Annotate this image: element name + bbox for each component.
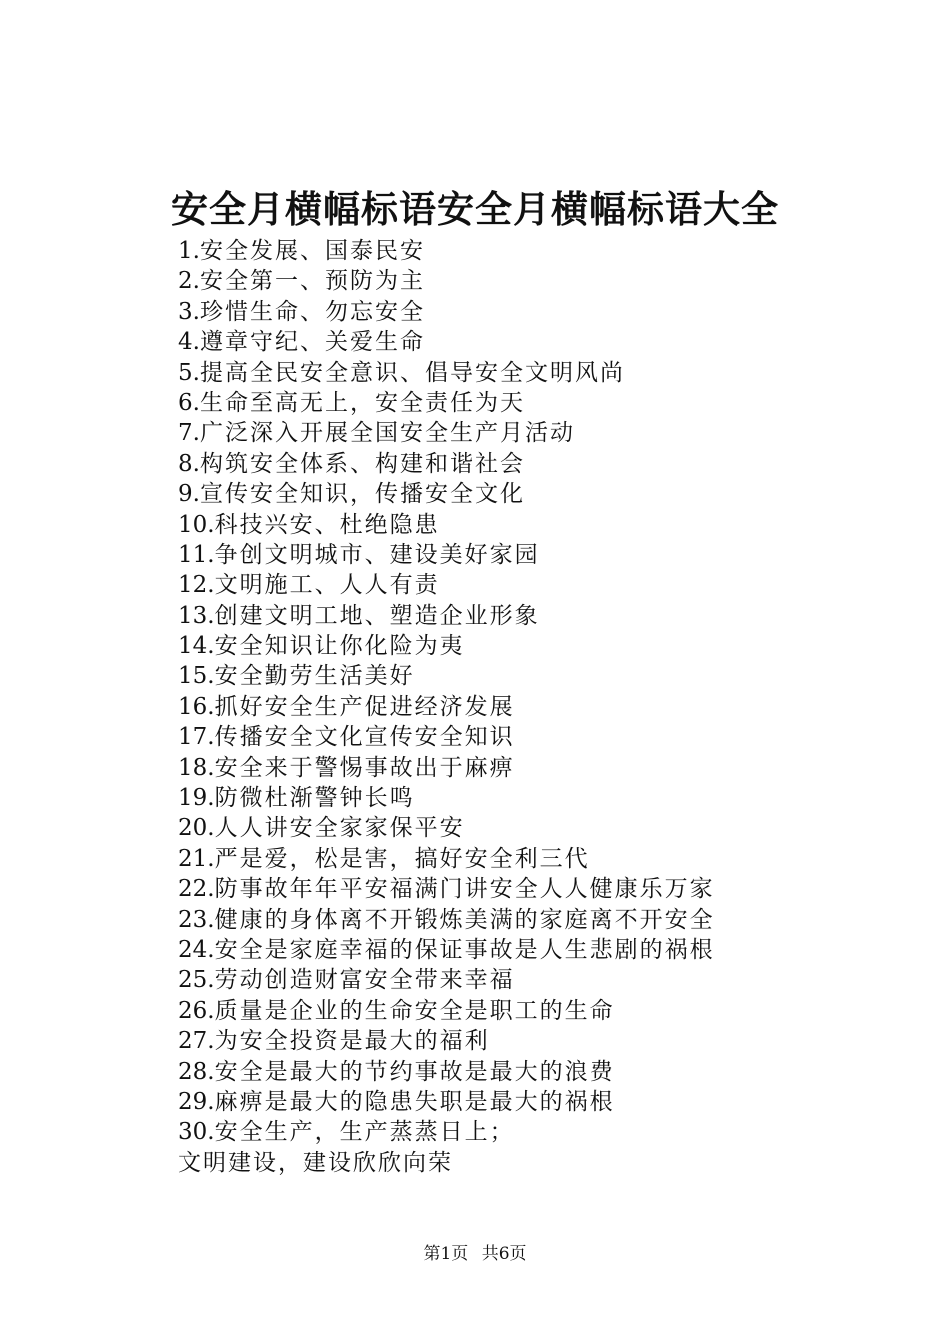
- slogan-item: [178, 570, 715, 600]
- slogan-text: 为安全投资是最大的福利: [214, 1028, 490, 1055]
- slogan-number: 21.: [178, 845, 215, 872]
- slogan-number: 5.: [178, 359, 200, 386]
- page-number: 第1页: [423, 1244, 469, 1264]
- slogan-item: [178, 601, 715, 631]
- slogan-list: [178, 236, 715, 1178]
- slogan-item: [178, 692, 715, 722]
- slogan-item: [178, 965, 715, 995]
- slogan-number: 12.: [178, 572, 215, 599]
- slogan-number: 30.: [178, 1119, 215, 1146]
- slogan-text: 文明施工、人人有责: [214, 572, 440, 599]
- slogan-item: [178, 479, 715, 509]
- slogan-item: [178, 783, 715, 813]
- slogan-text: 传播安全文化宣传安全知识: [214, 724, 515, 751]
- slogan-text: 生命至高无上，安全责任为天: [199, 389, 525, 416]
- slogan-item: [178, 358, 715, 388]
- slogan-item: [178, 905, 715, 935]
- slogan-number: 20.: [178, 815, 215, 842]
- slogan-item: [178, 996, 715, 1026]
- slogan-item: [178, 661, 715, 691]
- slogan-text: 安全知识让你化险为夷: [214, 633, 465, 660]
- slogan-item: [178, 327, 715, 357]
- slogan-text: 劳动创造财富安全带来幸福: [214, 967, 515, 994]
- slogan-text: 安全生产，生产蒸蒸日上；: [214, 1119, 515, 1146]
- slogan-text: 遵章守纪、关爱生命: [199, 329, 425, 356]
- slogan-text: 麻痹是最大的隐患失职是最大的祸根: [214, 1088, 615, 1115]
- slogan-text: 争创文明城市、建设美好家园: [214, 541, 540, 568]
- slogan-text: 宣传安全知识，传播安全文化: [199, 481, 525, 508]
- slogan-number: 13.: [178, 602, 215, 629]
- slogan-number: 2.: [178, 268, 200, 295]
- slogan-item: [178, 1117, 715, 1147]
- slogan-number: 25.: [178, 967, 215, 994]
- slogan-number: 29.: [178, 1088, 215, 1115]
- slogan-number: 11.: [178, 541, 215, 568]
- page-total: 共6页: [481, 1244, 527, 1264]
- slogan-text: 抓好安全生产促进经济发展: [214, 693, 515, 720]
- slogan-text: 严是爱，松是害，搞好安全利三代: [214, 845, 590, 872]
- slogan-number: 17.: [178, 724, 215, 751]
- slogan-text: 安全来于警惕事故出于麻痹: [214, 754, 515, 781]
- slogan-text: 安全第一、预防为主: [199, 268, 425, 295]
- slogan-number: 22.: [178, 876, 215, 903]
- slogan-text: 安全发展、国泰民安: [199, 238, 425, 264]
- slogan-item: [178, 935, 715, 965]
- slogan-item: [178, 722, 715, 752]
- slogan-item: [178, 1087, 715, 1117]
- slogan-text: 安全是最大的节约事故是最大的浪费: [214, 1058, 615, 1085]
- slogan-item: [178, 631, 715, 661]
- slogan-number: 16.: [178, 693, 215, 720]
- slogan-text: 健康的身体离不开锻炼美满的家庭离不开安全: [214, 906, 715, 933]
- slogan-number: 23.: [178, 906, 215, 933]
- slogan-text: 珍惜生命、勿忘安全: [199, 298, 425, 325]
- page-title: 安全月横幅标语安全月横幅标语大全: [171, 187, 779, 231]
- slogan-number: 28.: [178, 1058, 215, 1085]
- slogan-text: 构筑安全体系、构建和谐社会: [199, 450, 525, 477]
- slogan-item: [178, 388, 715, 418]
- slogan-number: 24.: [178, 936, 215, 963]
- slogan-item: [178, 510, 715, 540]
- slogan-text: 安全是家庭幸福的保证事故是人生悲剧的祸根: [214, 936, 715, 963]
- page-footer: [0, 1242, 950, 1266]
- slogan-item: [178, 813, 715, 843]
- slogan-item: [178, 753, 715, 783]
- slogan-number: 9.: [178, 481, 200, 508]
- slogan-text: 文明建设，建设欣欣向荣: [178, 1149, 453, 1176]
- slogan-text: 防微杜渐警钟长鸣: [214, 785, 415, 812]
- slogan-text: 科技兴安、杜绝隐患: [214, 511, 440, 538]
- slogan-item: [178, 844, 715, 874]
- slogan-number: 4.: [178, 329, 200, 356]
- slogan-text: 质量是企业的生命安全是职工的生命: [214, 997, 615, 1024]
- slogan-item: [178, 540, 715, 570]
- slogan-item: [178, 874, 715, 904]
- slogan-number: 1.: [178, 238, 200, 264]
- slogan-item: [178, 449, 715, 479]
- slogan-number: 27.: [178, 1028, 215, 1055]
- slogan-item: [178, 1148, 715, 1178]
- slogan-number: 3.: [178, 298, 200, 325]
- slogan-number: 10.: [178, 511, 215, 538]
- slogan-item: [178, 236, 715, 266]
- slogan-text: 防事故年年平安福满门讲安全人人健康乐万家: [214, 876, 715, 903]
- slogan-number: 15.: [178, 663, 215, 690]
- slogan-item: [178, 297, 715, 327]
- slogan-item: [178, 1057, 715, 1087]
- slogan-number: 14.: [178, 633, 215, 660]
- slogan-text: 提高全民安全意识、倡导安全文明风尚: [199, 359, 625, 386]
- slogan-item: [178, 418, 715, 448]
- slogan-number: 6.: [178, 389, 200, 416]
- slogan-text: 广泛深入开展全国安全生产月活动: [199, 420, 575, 447]
- slogan-text: 创建文明工地、塑造企业形象: [214, 602, 540, 629]
- slogan-number: 8.: [178, 450, 200, 477]
- slogan-text: 人人讲安全家家保平安: [214, 815, 465, 842]
- slogan-item: [178, 1026, 715, 1056]
- slogan-item: [178, 266, 715, 296]
- slogan-text: 安全勤劳生活美好: [214, 663, 415, 690]
- slogan-number: 7.: [178, 420, 200, 447]
- slogan-number: 18.: [178, 754, 215, 781]
- slogan-number: 26.: [178, 997, 215, 1024]
- slogan-number: 19.: [178, 785, 215, 812]
